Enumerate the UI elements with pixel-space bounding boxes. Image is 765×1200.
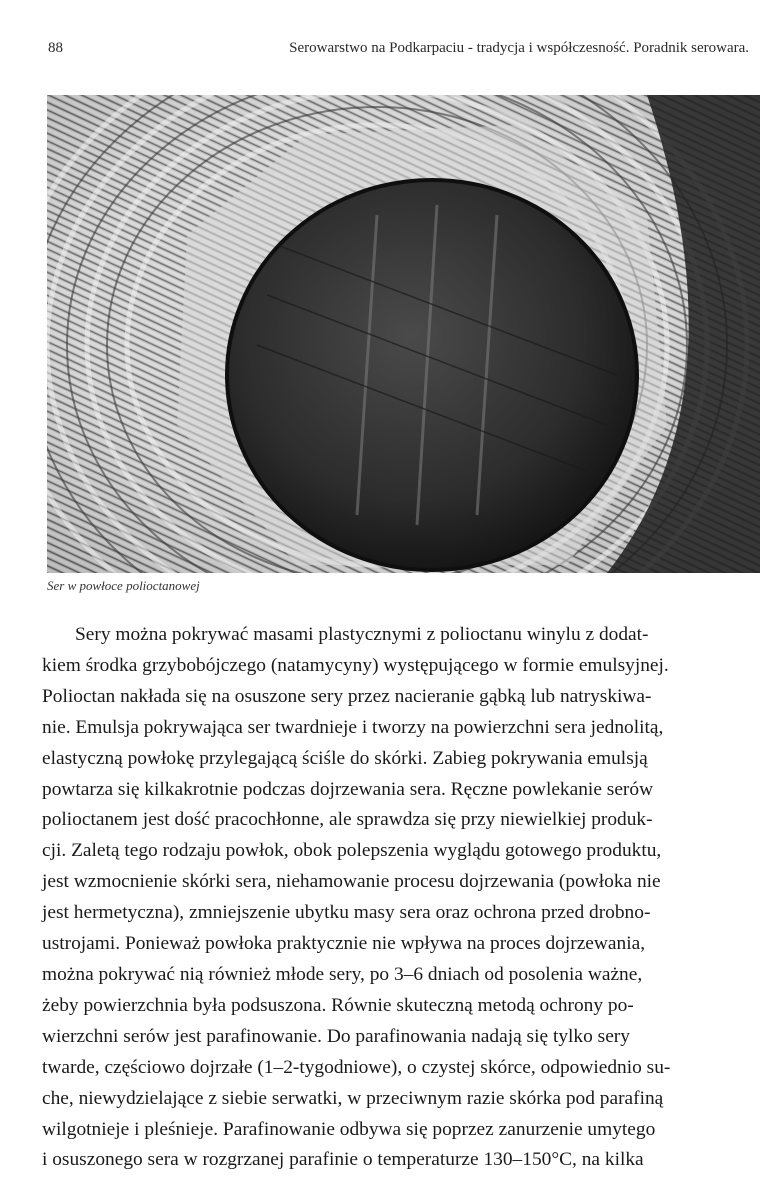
text-line: wilgotnieje i pleśnieje. Parafinowanie odbywa się poprzez zanurzenie umytego bbox=[42, 1118, 656, 1140]
text-line: Polioctan nakłada się na osuszone sery przez nacieranie gąbką lub natryskiwa- bbox=[42, 685, 652, 707]
body-paragraph bbox=[42, 620, 753, 1176]
text-line: można pokrywać nią również młode sery, po 3–6 dniach od posolenia ważne, bbox=[42, 963, 643, 985]
figure-caption: Ser w powłoce polioctanowej bbox=[47, 578, 200, 593]
running-title: Serowarstwo na Podkarpaciu - tradycja i współczesność. Poradnik serowara. bbox=[289, 40, 749, 56]
text-line: Sery można pokrywać masami plastycznymi z polioctanu winylu z dodat- bbox=[75, 624, 649, 645]
text-line: polioctanem jest dość pracochłonne, ale sprawdza się przy niewielkiej produk- bbox=[42, 809, 653, 831]
text-line: twarde, częściowo dojrzałe (1–2-tygodniowe), o czystej skórce, odpowiednio su- bbox=[42, 1056, 671, 1078]
text-line: i osuszonego sera w rozgrzanej parafinie o temperaturze 130–150°C, na kilka bbox=[42, 1149, 644, 1171]
page-header bbox=[48, 40, 749, 64]
text-line: elastyczną powłokę przylegającą ściśle do skórki. Zabieg pokrywania emulsją bbox=[42, 747, 648, 769]
cheese-in-basket-photo bbox=[47, 95, 760, 573]
text-line: powtarza się kilkakrotnie podczas dojrzewania sera. Ręczne powlekanie serów bbox=[42, 778, 654, 800]
text-line: jest wzmocnienie skórki sera, niehamowanie procesu dojrzewania (powłoka nie bbox=[42, 871, 661, 893]
text-line: kiem środka grzybobójczego (natamycyny) występującego w formie emulsyjnej. bbox=[42, 654, 669, 676]
text-line: żeby powierzchnia była podsuszona. Równie skuteczną metodą ochrony po- bbox=[42, 994, 634, 1016]
text-line: nie. Emulsja pokrywająca ser twardnieje i tworzy na powierzchni sera jednolitą, bbox=[42, 716, 664, 738]
text-line: ustrojami. Ponieważ powłoka praktycznie nie wpływa na proces dojrzewania, bbox=[42, 933, 646, 955]
text-line: che, niewydzielające z siebie serwatki, w przeciwnym razie skórka pod parafiną bbox=[42, 1087, 664, 1109]
text-line: cji. Zaletą tego rodzaju powłok, obok polepszenia wyglądu gotowego produktu, bbox=[42, 840, 662, 862]
text-line: jest hermetyczna), zmniejszenie ubytku masy sera oraz ochrona przed drobno- bbox=[42, 902, 651, 924]
page-number: 88 bbox=[48, 40, 63, 56]
text-line: wierzchni serów jest parafinowanie. Do parafinowania nadają się tylko sery bbox=[42, 1025, 630, 1047]
